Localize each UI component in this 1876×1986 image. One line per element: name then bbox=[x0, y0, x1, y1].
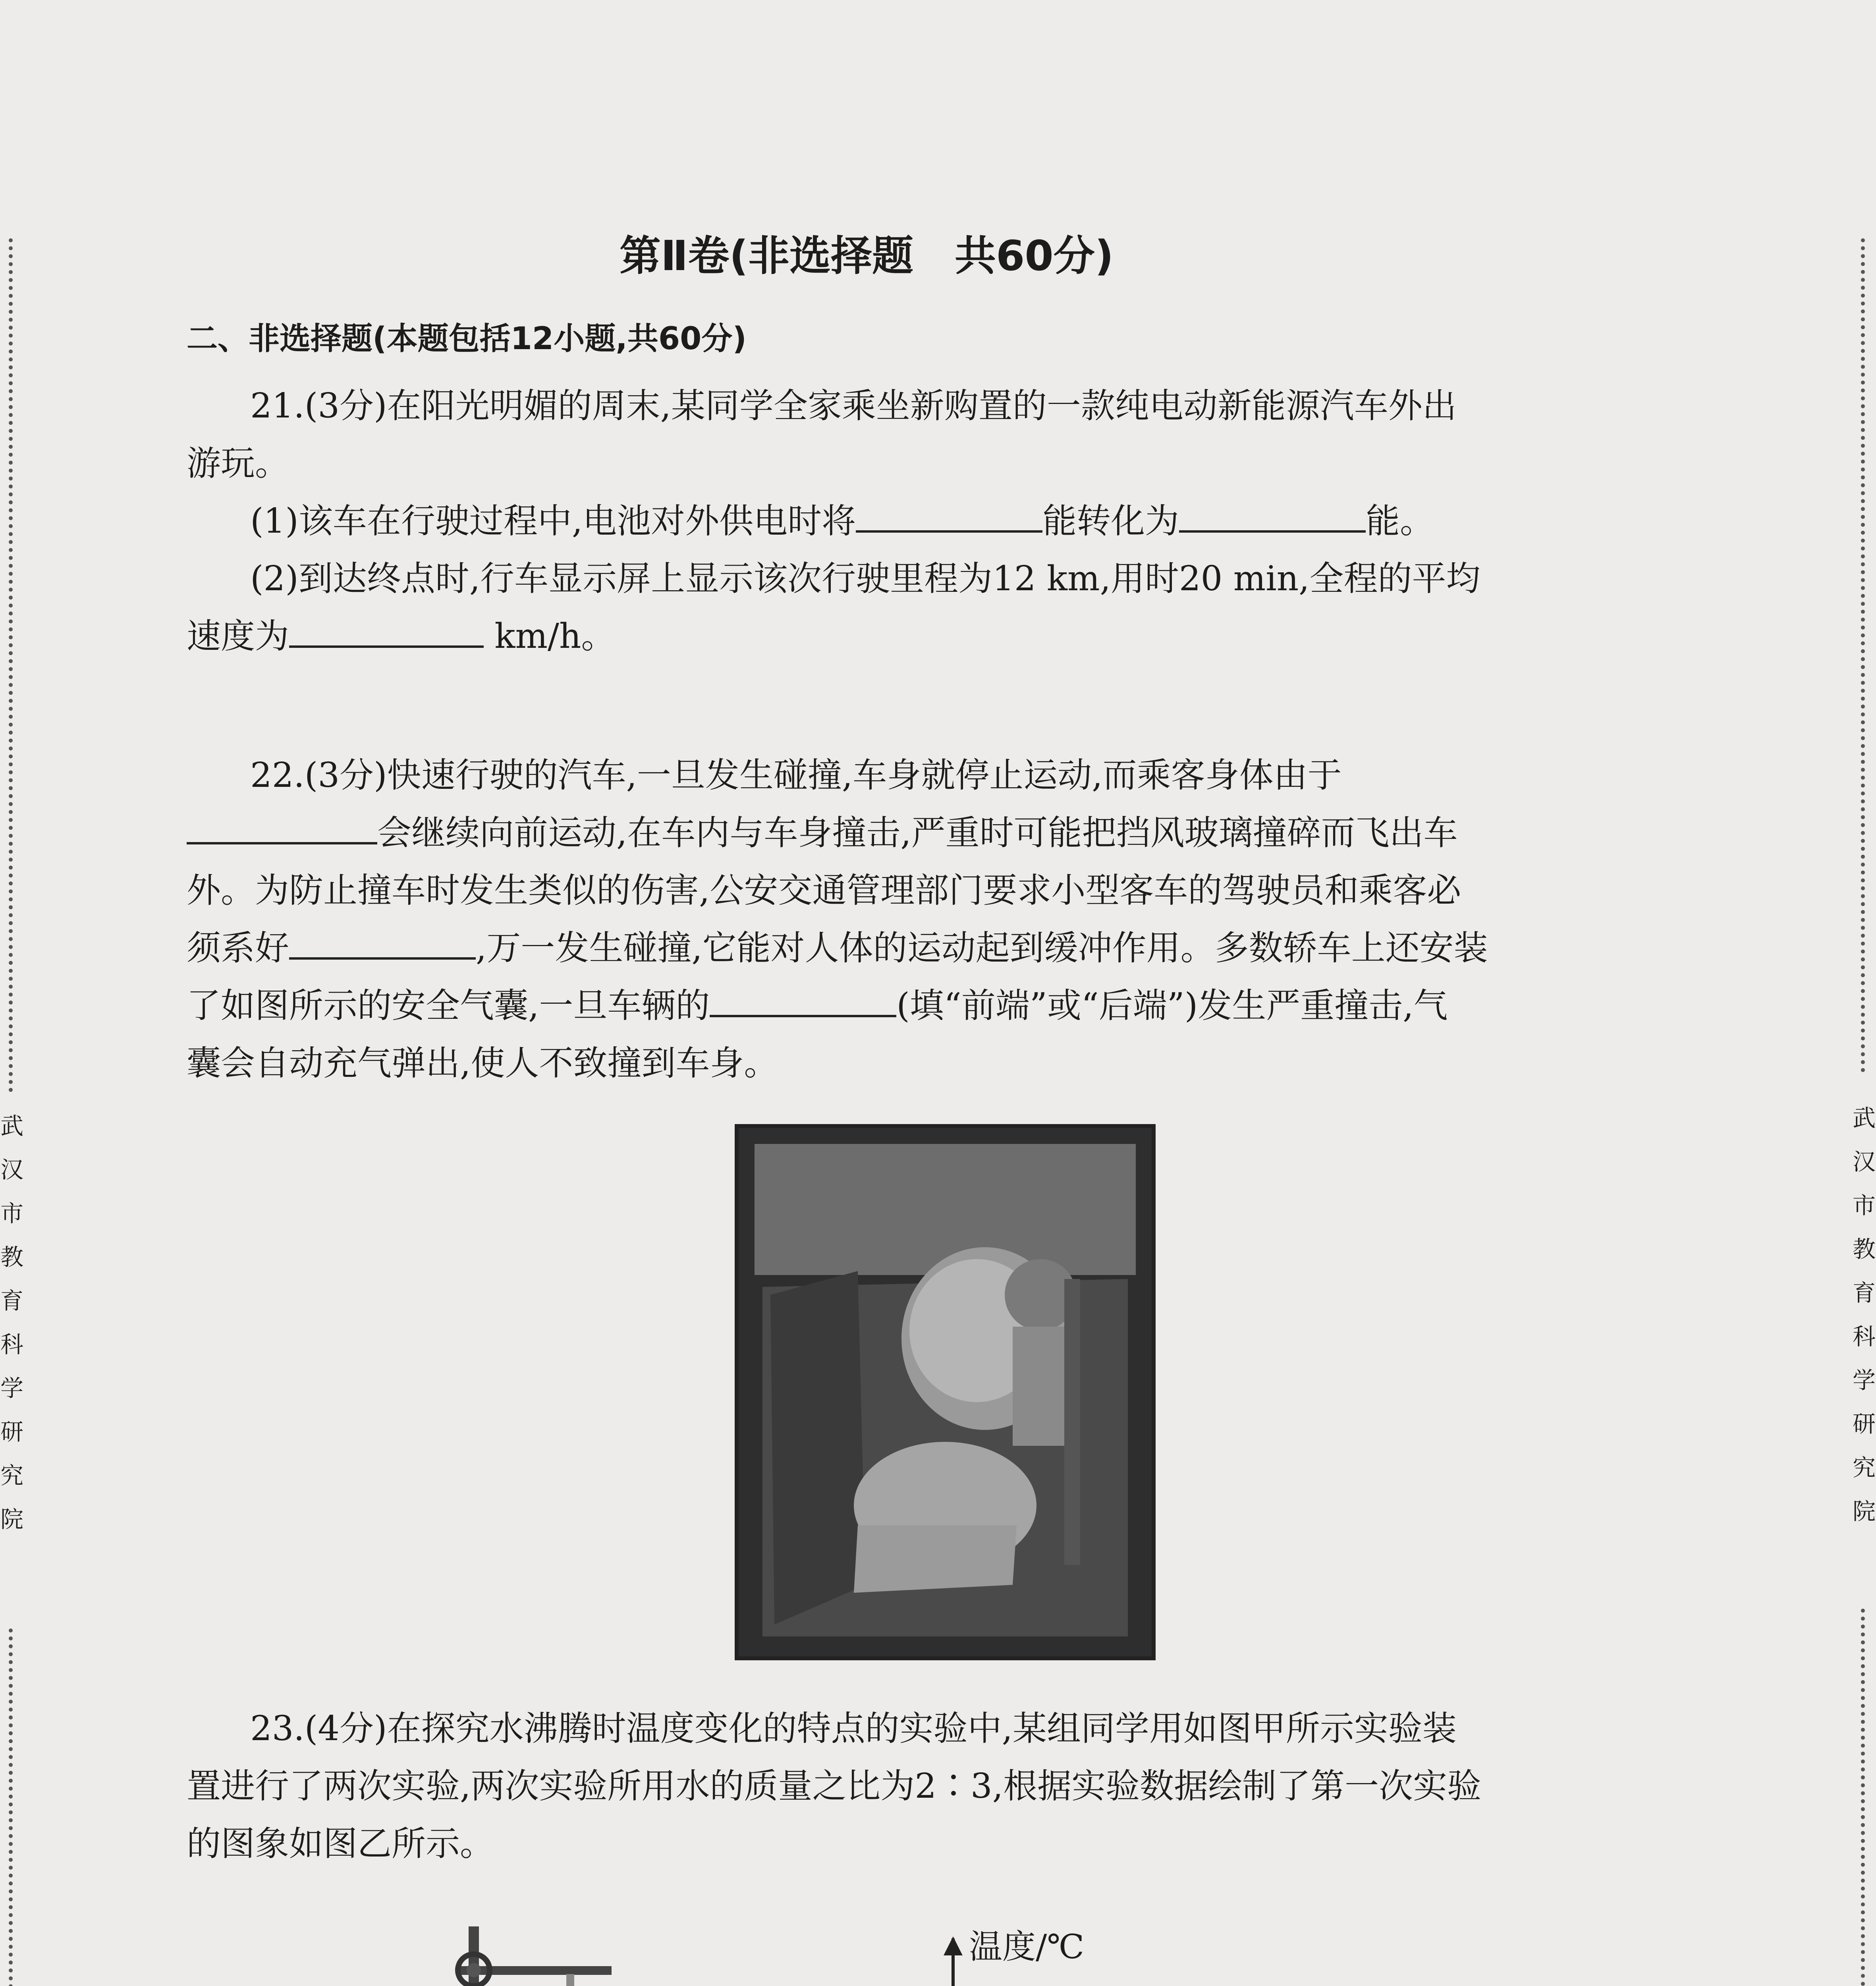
q21-stem-line2: 游玩。 bbox=[187, 444, 289, 483]
dotted-line bbox=[9, 238, 13, 1092]
q22-text: 须系好 bbox=[187, 928, 289, 968]
q23-line1: 23.(4分)在探究水沸腾时温度变化的特点的实验中,某组同学用如图甲所示实验装 bbox=[250, 1709, 1457, 1748]
answer-blank[interactable] bbox=[289, 618, 484, 648]
margin-char: 研 bbox=[1852, 1410, 1876, 1437]
margin-char: 究 bbox=[1852, 1454, 1876, 1481]
apparatus-illustration bbox=[425, 1918, 735, 1986]
answer-blank[interactable] bbox=[289, 929, 476, 960]
margin-char: 院 bbox=[0, 1506, 23, 1533]
dotted-line bbox=[1861, 238, 1865, 1072]
q22-line6: 囊会自动充气弹出,使人不致撞到车身。 bbox=[187, 1043, 778, 1083]
section-heading: 二、非选择题(本题包括12小题,共60分) bbox=[187, 321, 747, 357]
margin-char: 科 bbox=[1852, 1323, 1876, 1350]
margin-char: 市 bbox=[1852, 1192, 1876, 1219]
airbag-illustration bbox=[739, 1128, 1152, 1656]
margin-char: 汉 bbox=[1852, 1148, 1876, 1175]
right-margin-strip bbox=[1852, 238, 1876, 1986]
answer-blank[interactable] bbox=[1179, 502, 1366, 533]
q21-p1-text: 能转化为 bbox=[1042, 501, 1179, 541]
q21-part2-line2 bbox=[187, 608, 1696, 665]
margin-char: 院 bbox=[1852, 1498, 1876, 1525]
margin-char: 育 bbox=[1852, 1279, 1876, 1306]
margin-char: 市 bbox=[0, 1200, 23, 1227]
page-title: 第Ⅱ卷(非选择题 共60分) bbox=[620, 232, 1114, 280]
q21-stem-line1: 21.(3分)在阳光明媚的周末,某同学全家乘坐新购置的一款纯电动新能源汽车外出 bbox=[250, 386, 1457, 426]
left-margin-strip bbox=[0, 238, 24, 1986]
margin-char: 究 bbox=[0, 1462, 23, 1489]
q21-p2-text: 速度为 bbox=[187, 616, 289, 656]
q21-p2-unit: km/h。 bbox=[494, 616, 616, 656]
question-23 bbox=[187, 1700, 1696, 1873]
q21-p1-text: (1)该车在行驶过程中,电池对外供电时将 bbox=[250, 501, 856, 541]
q22-text: 会继续向前运动,在车内与车身撞击,严重时可能把挡风玻璃撞碎而飞出车 bbox=[377, 813, 1458, 853]
q21-p1-text: 能。 bbox=[1366, 501, 1434, 541]
margin-char: 武 bbox=[1852, 1105, 1876, 1132]
q22-line5 bbox=[187, 977, 1696, 1035]
question-22 bbox=[187, 747, 1696, 1092]
question-21 bbox=[187, 377, 1696, 665]
margin-char: 武 bbox=[0, 1113, 23, 1140]
margin-char: 育 bbox=[0, 1287, 23, 1314]
dotted-line bbox=[1861, 1609, 1865, 1986]
q22-line1: 22.(3分)快速行驶的汽车,一旦发生碰撞,车身就停止运动,而乘客身体由于 bbox=[250, 755, 1342, 795]
q22-line4 bbox=[187, 920, 1696, 977]
airbag-photo bbox=[735, 1124, 1156, 1660]
margin-text-right bbox=[1852, 1096, 1876, 1533]
chart-svg bbox=[854, 1907, 1509, 1986]
q22-text: ,万一发生碰撞,它能对人体的运动起到缓冲作用。多数轿车上还安装 bbox=[476, 928, 1488, 968]
answer-blank[interactable] bbox=[187, 814, 377, 844]
margin-char: 学 bbox=[0, 1375, 23, 1402]
margin-char: 科 bbox=[0, 1331, 23, 1358]
answer-blank[interactable] bbox=[710, 987, 896, 1017]
boiling-apparatus-figure bbox=[425, 1918, 735, 1986]
q23-line2: 置进行了两次实验,两次实验所用水的质量之比为2∶3,根据实验数据绘制了第一次实验 bbox=[187, 1766, 1482, 1806]
dotted-line bbox=[9, 1629, 13, 1986]
margin-text-left bbox=[0, 1104, 24, 1541]
margin-char: 汉 bbox=[0, 1156, 23, 1183]
margin-char: 教 bbox=[1852, 1236, 1876, 1263]
q22-text: 了如图所示的安全气囊,一旦车辆的 bbox=[187, 986, 710, 1026]
temperature-time-chart bbox=[854, 1907, 1509, 1986]
q21-part1 bbox=[187, 493, 1696, 550]
q23-line3: 的图象如图乙所示。 bbox=[187, 1824, 494, 1864]
q22-line2 bbox=[187, 804, 1696, 862]
q22-text: (填“前端”或“后端”)发生严重撞击,气 bbox=[896, 986, 1448, 1026]
y-axis-label: 温度/℃ bbox=[969, 1927, 1085, 1966]
answer-blank[interactable] bbox=[856, 502, 1042, 533]
margin-char: 教 bbox=[0, 1244, 23, 1271]
margin-char: 研 bbox=[0, 1418, 23, 1445]
q21-part2-line1: (2)到达终点时,行车显示屏上显示该次行驶里程为12 km,用时20 min,全程的平均 bbox=[250, 559, 1480, 599]
q22-line3: 外。为防止撞车时发生类似的伤害,公安交通管理部门要求小型客车的驾驶员和乘客必 bbox=[187, 871, 1461, 910]
margin-char: 学 bbox=[1852, 1367, 1876, 1394]
